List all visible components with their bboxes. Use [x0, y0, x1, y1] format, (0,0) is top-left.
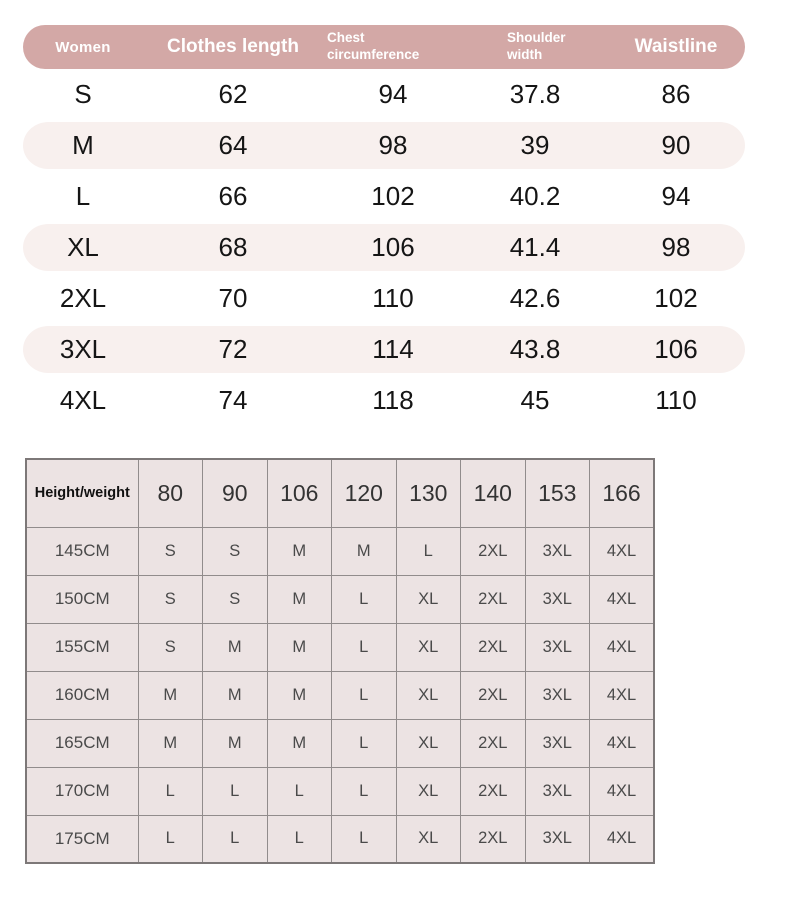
fit-table-body: [26, 527, 654, 863]
fit-size-cell: M: [203, 623, 268, 671]
size-cell: 39: [520, 130, 550, 160]
fit-size-cell: M: [203, 671, 268, 719]
fit-row-170cm: [26, 767, 654, 815]
fit-size-cell: 2XL: [461, 719, 526, 767]
fit-size-cell: L: [332, 671, 397, 719]
size-cell: 94: [661, 181, 691, 211]
size-cell: 86: [661, 79, 691, 109]
size-cell: 70: [218, 283, 248, 313]
size-row-l: [23, 171, 745, 222]
size-row-m: [23, 120, 745, 171]
fit-size-cell: L: [203, 767, 268, 815]
fit-weight-header-80: 80: [138, 459, 203, 527]
fit-size-cell: S: [138, 575, 203, 623]
size-cell: 102: [371, 181, 415, 211]
size-cell: 4XL: [59, 385, 107, 415]
fit-size-cell: M: [267, 527, 332, 575]
size-cell: 114: [372, 334, 414, 364]
fit-size-cell: S: [203, 527, 268, 575]
size-cell: 45: [520, 385, 550, 415]
size-cell: 106: [654, 334, 698, 364]
size-cell: 90: [661, 130, 691, 160]
fit-size-cell: M: [203, 719, 268, 767]
fit-weight-header-120: 120: [332, 459, 397, 527]
fit-size-cell: XL: [396, 767, 461, 815]
fit-size-cell: M: [267, 719, 332, 767]
fit-header-row: [26, 459, 654, 527]
fit-size-cell: 4XL: [590, 671, 655, 719]
col-header-line: width: [507, 47, 543, 62]
fit-size-cell: L: [267, 815, 332, 863]
fit-size-cell: 3XL: [525, 719, 590, 767]
fit-size-cell: 3XL: [525, 767, 590, 815]
fit-size-cell: XL: [396, 719, 461, 767]
fit-height-cell: 160CM: [26, 671, 138, 719]
size-cell: 68: [218, 232, 248, 262]
fit-row-165cm: [26, 719, 654, 767]
women-size-table: [23, 25, 745, 426]
size-row-s: [23, 69, 745, 120]
size-cell: 2XL: [59, 283, 107, 313]
fit-size-cell: 2XL: [461, 671, 526, 719]
fit-row-150cm: [26, 575, 654, 623]
fit-size-cell: L: [332, 623, 397, 671]
fit-size-cell: XL: [396, 815, 461, 863]
fit-size-cell: S: [138, 623, 203, 671]
fit-size-cell: 4XL: [590, 815, 655, 863]
size-cell: 98: [378, 130, 408, 160]
fit-size-cell: 4XL: [590, 623, 655, 671]
size-cell: 110: [372, 283, 414, 313]
fit-weight-header-140: 140: [461, 459, 526, 527]
fit-size-cell: M: [267, 575, 332, 623]
fit-size-cell: 4XL: [590, 719, 655, 767]
size-cell: 62: [218, 79, 248, 109]
size-cell: 106: [371, 232, 415, 262]
fit-height-cell: 175CM: [26, 815, 138, 863]
size-cell: 40.2: [509, 181, 561, 211]
fit-size-cell: S: [138, 527, 203, 575]
fit-size-cell: 2XL: [461, 767, 526, 815]
fit-size-cell: XL: [396, 671, 461, 719]
fit-corner-cell: Height/weight: [26, 459, 138, 527]
col-header-line: Chest: [327, 30, 365, 46]
fit-size-cell: 3XL: [525, 527, 590, 575]
size-cell: 98: [661, 232, 691, 262]
size-cell: 66: [218, 181, 248, 211]
fit-height-cell: 150CM: [26, 575, 138, 623]
fit-size-cell: L: [332, 575, 397, 623]
col-header-line: Shoulder: [507, 30, 566, 46]
fit-size-cell: M: [138, 719, 203, 767]
col-header-line: Clothes length: [167, 36, 299, 57]
fit-height-cell: 155CM: [26, 623, 138, 671]
col-header-clothes-length: [143, 36, 323, 58]
fit-size-cell: 3XL: [525, 623, 590, 671]
size-cell: 42.6: [509, 283, 561, 313]
size-cell: S: [74, 79, 92, 109]
size-cell: 102: [654, 283, 698, 313]
size-row-4xl: [23, 375, 745, 426]
fit-row-155cm: [26, 623, 654, 671]
size-cell: 64: [218, 130, 248, 160]
fit-height-cell: 165CM: [26, 719, 138, 767]
size-cell: 37.8: [509, 79, 561, 109]
fit-row-145cm: [26, 527, 654, 575]
fit-height-cell: 170CM: [26, 767, 138, 815]
height-weight-table: [25, 458, 655, 864]
col-header-line: Waistline: [634, 36, 718, 57]
fit-row-160cm: [26, 671, 654, 719]
size-table-header-row: [23, 25, 745, 69]
fit-size-cell: 3XL: [525, 815, 590, 863]
fit-weight-header-153: 153: [525, 459, 590, 527]
fit-size-cell: M: [138, 671, 203, 719]
fit-size-cell: 4XL: [590, 575, 655, 623]
fit-size-cell: 2XL: [461, 815, 526, 863]
col-header-shoulder-width: [463, 30, 607, 64]
fit-size-cell: 2XL: [461, 623, 526, 671]
fit-size-cell: L: [138, 767, 203, 815]
size-cell: M: [72, 130, 94, 160]
col-header-line: Women: [55, 38, 111, 56]
size-cell: 74: [218, 385, 248, 415]
size-cell: 94: [378, 79, 408, 109]
fit-size-cell: 2XL: [461, 527, 526, 575]
fit-size-cell: M: [332, 527, 397, 575]
fit-size-cell: L: [138, 815, 203, 863]
fit-size-cell: L: [396, 527, 461, 575]
col-header-chest-circumference: [323, 30, 463, 64]
fit-size-cell: 3XL: [525, 575, 590, 623]
size-cell: 72: [218, 334, 248, 364]
fit-weight-header-90: 90: [203, 459, 268, 527]
fit-size-cell: M: [267, 671, 332, 719]
fit-weight-header-166: 166: [590, 459, 655, 527]
fit-size-cell: L: [267, 767, 332, 815]
fit-weight-header-106: 106: [267, 459, 332, 527]
col-header-line: circumference: [327, 47, 420, 62]
fit-size-cell: L: [332, 719, 397, 767]
fit-weight-header-130: 130: [396, 459, 461, 527]
fit-size-cell: 3XL: [525, 671, 590, 719]
size-cell: XL: [67, 232, 99, 262]
fit-size-cell: XL: [396, 575, 461, 623]
size-table-body: [23, 69, 745, 426]
size-cell: 118: [372, 385, 414, 415]
fit-size-cell: 4XL: [590, 767, 655, 815]
fit-size-cell: 2XL: [461, 575, 526, 623]
size-cell: L: [75, 181, 91, 211]
size-cell: 43.8: [509, 334, 561, 364]
col-header-waistline: [607, 36, 745, 58]
fit-size-cell: L: [203, 815, 268, 863]
fit-size-cell: L: [332, 767, 397, 815]
fit-row-175cm: [26, 815, 654, 863]
size-cell: 41.4: [509, 232, 561, 262]
size-row-xl: [23, 222, 745, 273]
fit-size-cell: 4XL: [590, 527, 655, 575]
col-header-women: [23, 39, 143, 56]
size-row-3xl: [23, 324, 745, 375]
size-cell: 110: [655, 385, 697, 415]
fit-size-cell: L: [332, 815, 397, 863]
size-row-2xl: [23, 273, 745, 324]
fit-size-cell: M: [267, 623, 332, 671]
fit-height-cell: 145CM: [26, 527, 138, 575]
fit-size-cell: S: [203, 575, 268, 623]
fit-size-cell: XL: [396, 623, 461, 671]
size-cell: 3XL: [59, 334, 107, 364]
